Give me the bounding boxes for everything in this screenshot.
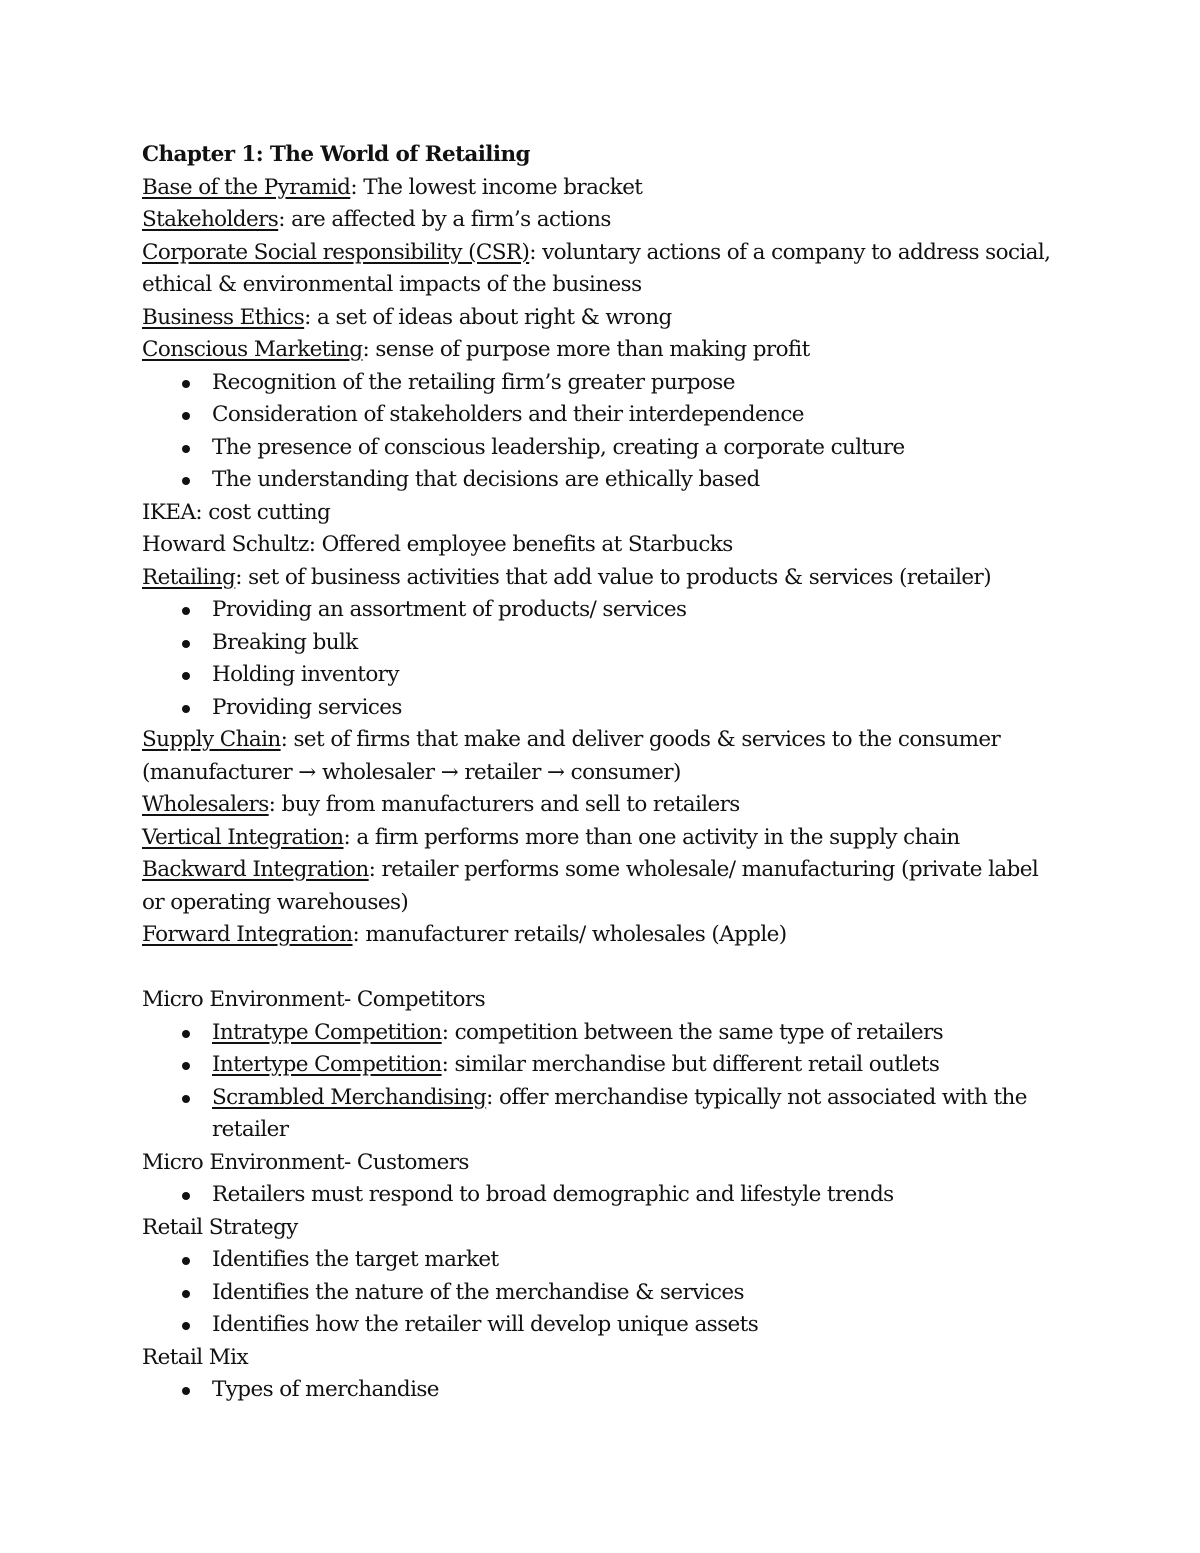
entry-backward-integration-continued: or operating warehouses) — [142, 889, 409, 915]
bullet-icon — [182, 380, 190, 388]
entry-howard-schultz: Howard Schultz: Offered employee benefits at Starbucks — [142, 532, 733, 557]
entry-supply-chain-continued: (manufacturer → wholesaler → retailer → consumer) — [142, 759, 681, 785]
term: Stakeholders — [142, 207, 279, 232]
term: Intratype Competition — [212, 1019, 442, 1045]
term: Backward Integration — [142, 857, 369, 882]
definition: : competition between the same type of retailers — [441, 1019, 944, 1045]
bullet-icon — [182, 1257, 190, 1265]
bullet-icon — [182, 1387, 190, 1395]
entry-retailing — [142, 562, 1072, 595]
term: Retailing — [142, 564, 236, 590]
term: Base of the Pyramid — [142, 174, 351, 200]
definition: : are affected by a firm’s actions — [278, 207, 611, 232]
list-item: Identifies how the retailer will develop unique assets — [142, 1309, 1072, 1342]
definition: : manufacturer retails/ wholesales (Apple) — [352, 922, 787, 947]
definition: : buy from manufacturers and sell to retailers — [268, 792, 740, 817]
bullet-icon — [182, 1062, 190, 1070]
entry-wholesalers — [142, 789, 1072, 822]
definition: : set of firms that make and deliver goods & services to the consumer — [280, 727, 1001, 752]
list-item: Holding inventory — [142, 659, 1072, 692]
list-item: Breaking bulk — [142, 627, 1072, 660]
entry-business-ethics — [142, 302, 1072, 335]
list-item: Identifies the target market — [142, 1244, 1072, 1277]
list-item-continued: retailer — [212, 1117, 289, 1142]
bullet-icon — [182, 1030, 190, 1038]
definition: : a set of ideas about right & wrong — [304, 304, 672, 330]
entry-ikea: IKEA: cost cutting — [142, 499, 331, 525]
section-heading-retail-strategy: Retail Strategy — [142, 1214, 298, 1240]
list-item — [142, 1049, 1072, 1082]
entry-vertical-integration — [142, 822, 1072, 855]
chapter-title: Chapter 1: The World of Retailing — [142, 142, 530, 167]
entry-forward-integration — [142, 919, 1072, 952]
term: Conscious Marketing — [142, 337, 363, 362]
bullet-icon — [182, 672, 190, 680]
entry-supply-chain — [142, 724, 1072, 757]
term: Forward Integration — [142, 922, 353, 947]
bullet-icon — [182, 412, 190, 420]
entry-backward-integration — [142, 854, 1072, 887]
list-item — [142, 1017, 1072, 1050]
section-heading-customers: Micro Environment- Customers — [142, 1149, 469, 1175]
term: Scrambled Merchandising — [212, 1084, 487, 1110]
list-item: Types of merchandise — [142, 1374, 1072, 1407]
bullet-icon — [182, 1290, 190, 1298]
definition: : set of business activities that add value to products & services (retailer) — [235, 564, 991, 590]
term: Intertype Competition — [212, 1052, 442, 1077]
definition: : similar merchandise but different retail outlets — [441, 1052, 940, 1077]
list-item: Identifies the nature of the merchandise & services — [142, 1277, 1072, 1310]
list-item: Retailers must respond to broad demographic and lifestyle trends — [142, 1179, 1072, 1212]
entry-csr-continued: ethical & environmental impacts of the business — [142, 272, 642, 297]
term: Business Ethics — [142, 304, 305, 330]
list-item: The understanding that decisions are ethically based — [142, 464, 1072, 497]
section-heading-retail-mix: Retail Mix — [142, 1344, 248, 1370]
entry-conscious-marketing — [142, 334, 1072, 367]
section-heading-competitors: Micro Environment- Competitors — [142, 987, 485, 1012]
definition: : a firm performs more than one activity in the supply chain — [343, 824, 960, 850]
list-item: Recognition of the retailing firm’s greater purpose — [142, 367, 1072, 400]
definition: : The lowest income bracket — [350, 174, 643, 200]
list-item: Providing services — [142, 692, 1072, 725]
bullet-icon — [182, 640, 190, 648]
bullet-icon — [182, 1192, 190, 1200]
term: Vertical Integration — [142, 824, 344, 850]
term: Wholesalers — [142, 792, 269, 817]
bullet-icon — [182, 477, 190, 485]
definition: : voluntary actions of a company to address social, — [529, 239, 1051, 265]
bullet-icon — [182, 1322, 190, 1330]
list-item: The presence of conscious leadership, creating a corporate culture — [142, 432, 1072, 465]
term: Corporate Social responsibility (CSR) — [142, 239, 530, 265]
notes-body — [142, 139, 1072, 1407]
bullet-icon — [182, 1095, 190, 1103]
definition: : offer merchandise typically not associated with the — [486, 1084, 1027, 1110]
definition: : retailer performs some wholesale/ manufacturing (private label — [368, 857, 1039, 882]
list-item: Consideration of stakeholders and their interdependence — [142, 399, 1072, 432]
bullet-icon — [182, 445, 190, 453]
blank-line — [142, 952, 1072, 985]
list-item: Providing an assortment of products/ services — [142, 594, 1072, 627]
list-item — [142, 1082, 1072, 1115]
bullet-icon — [182, 705, 190, 713]
bullet-icon — [182, 607, 190, 615]
entry-csr — [142, 237, 1072, 270]
entry-base-of-pyramid — [142, 172, 1072, 205]
entry-stakeholders — [142, 204, 1072, 237]
definition: : sense of purpose more than making profit — [362, 337, 810, 362]
term: Supply Chain — [142, 727, 281, 752]
